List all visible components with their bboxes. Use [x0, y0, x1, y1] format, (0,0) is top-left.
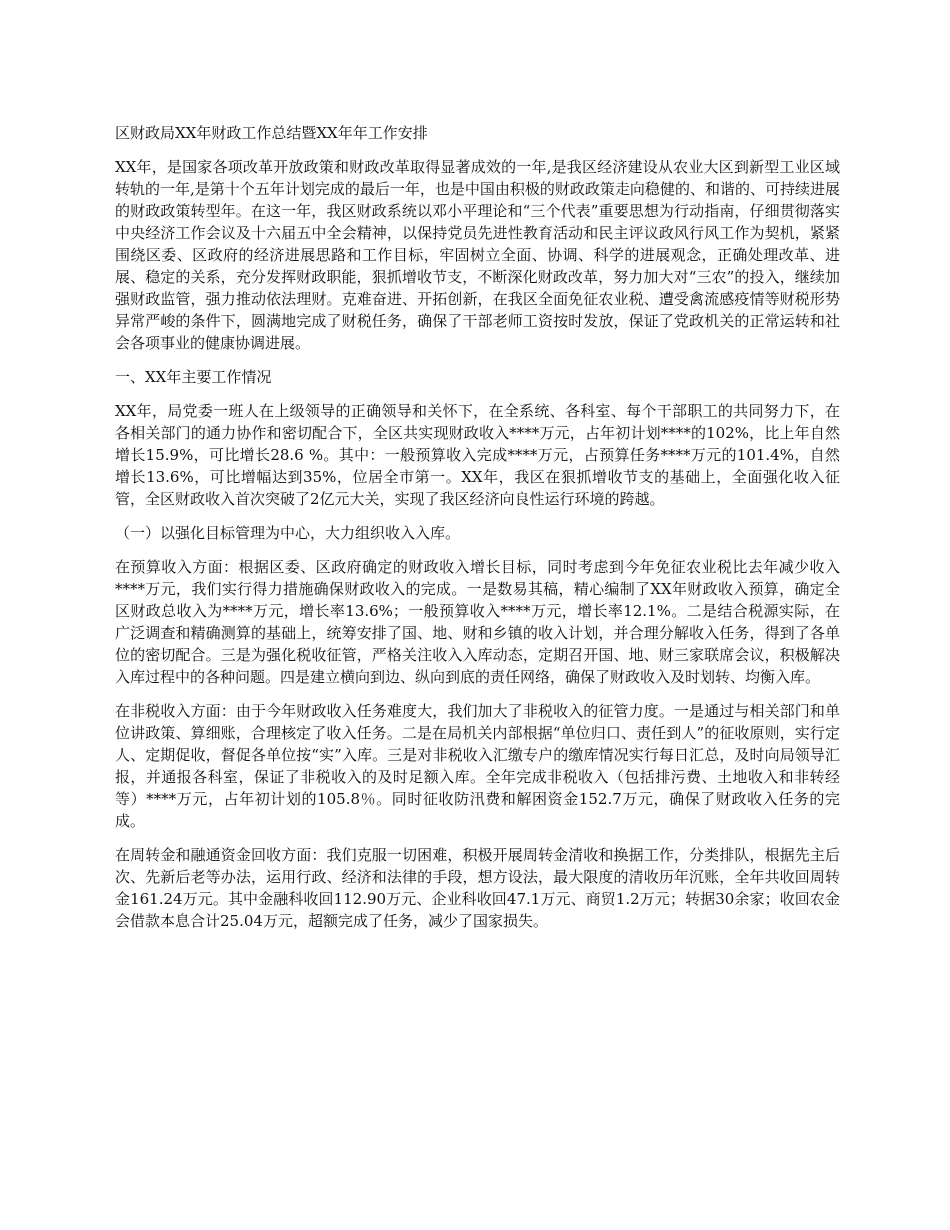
- non-tax-revenue-paragraph: 在非税收入方面：由于今年财政收入任务难度大，我们加大了非税收入的征管力度。一是通过与相关部门和单位讲政策、算细账，合理核定了收入任务。二是在局机关内部根据“单位归口、责任到人”的征收原则，实行定人、定期促收，督促各单位按“实”入库。三是对非税收入汇缴专户的缴库情况实行每日汇总，及时向局领导汇报，并通报各科室，保证了非税收入的及时足额入库。全年完成非税收入（包括排污费、土地收入和非转经等）****万元，占年初计划的105.8％。同时征收防汛费和解困资金152.7万元，确保了财政收入任务的完成。: [115, 702, 840, 830]
- subsection1-heading: （一）以强化目标管理为中心，大力组织收入入库。: [115, 524, 461, 542]
- revolving-fund-paragraph: 在周转金和融通资金回收方面：我们克服一切困难，积极开展周转金清收和换据工作，分类排队，根据先主后次、先新后老等办法，运用行政、经济和法律的手段，想方设法，最大限度的清收历年沉账，全年共收回周转金161.24万元。其中金融科收回112.90万元、企业科收回47.1万元、商贸1.2万元；转据30余家；收回农金会借款本息合计25.04万元，超额完成了任务，减少了国家损失。: [115, 846, 840, 930]
- budget-revenue-paragraph: 在预算收入方面：根据区委、区政府确定的财政收入增长目标，同时考虑到今年免征农业税比去年减少收入****万元，我们实行得力措施确保财政收入的完成。一是数易其稿，精心编制了XX年财政收入预算，确定全区财政总收入为****万元，增长率13.6%；一般预算收入****万元，增长率12.1%。二是结合税源实际，在广泛调查和精确测算的基础上，统筹安排了国、地、财和乡镇的收入计划，并合理分解收入任务，得到了各单位的密切配合。三是为强化税收征管，严格关注收入入库动态，定期召开国、地、财三家联席会议，积极解决入库过程中的各种问题。四是建立横向到边、纵向到底的责任网络，确保了财政收入及时划转、均衡入库。: [115, 558, 840, 686]
- document-page: [115, 122, 840, 944]
- section1-heading: 一、XX年主要工作情况: [115, 368, 272, 386]
- intro-paragraph: XX年，是国家各项改革开放政策和财政改革取得显著成效的一年,是我区经济建设从农业大区到新型工业区域转轨的一年,是第十个五年计划完成的最后一年，也是中国由积极的财政政策走向稳健的、和谐的、可持续进展的财政政策转型年。在这一年，我区财政系统以邓小平理论和“三个代表”重要思想为行动指南，仔细贯彻落实中央经济工作会议及十六届五中全会精神，以保持党员先进性教育活动和民主评议政风行风工作为契机，紧紧围绕区委、区政府的经济进展思路和工作目标，牢固树立全面、协调、科学的进展观念，正确处理改革、进展、稳定的关系，充分发挥财政职能，狠抓增收节支，不断深化财政改革，努力加大对“三农”的投入，继续加强财政监管，强力推动依法理财。克难奋进、开拓创新，在我区全面免征农业税、遭受禽流感疫情等财税形势异常严峻的条件下，圆满地完成了财税任务，确保了干部老师工资按时发放，保证了党政机关的正常运转和社会各项事业的健康协调进展。: [115, 158, 840, 352]
- section1-paragraph: XX年，局党委一班人在上级领导的正确领导和关怀下，在全系统、各科室、每个干部职工的共同努力下，在各相关部门的通力协作和密切配合下，全区共实现财政收入****万元，占年初计划****的102%，比上年自然增长15.9%，可比增长28.6 %。其中：一般预算收入完成****万元，占预算任务****万元的101.4%，自然增长13.6%，可比增幅达到35%，位居全市第一。XX年，我区在狠抓增收节支的基础上，全面强化收入征管，全区财政收入首次突破了2亿元大关，实现了我区经济向良性运行环境的跨越。: [115, 402, 840, 508]
- document-title: 区财政局XX年财政工作总结暨XX年年工作安排: [115, 124, 428, 142]
